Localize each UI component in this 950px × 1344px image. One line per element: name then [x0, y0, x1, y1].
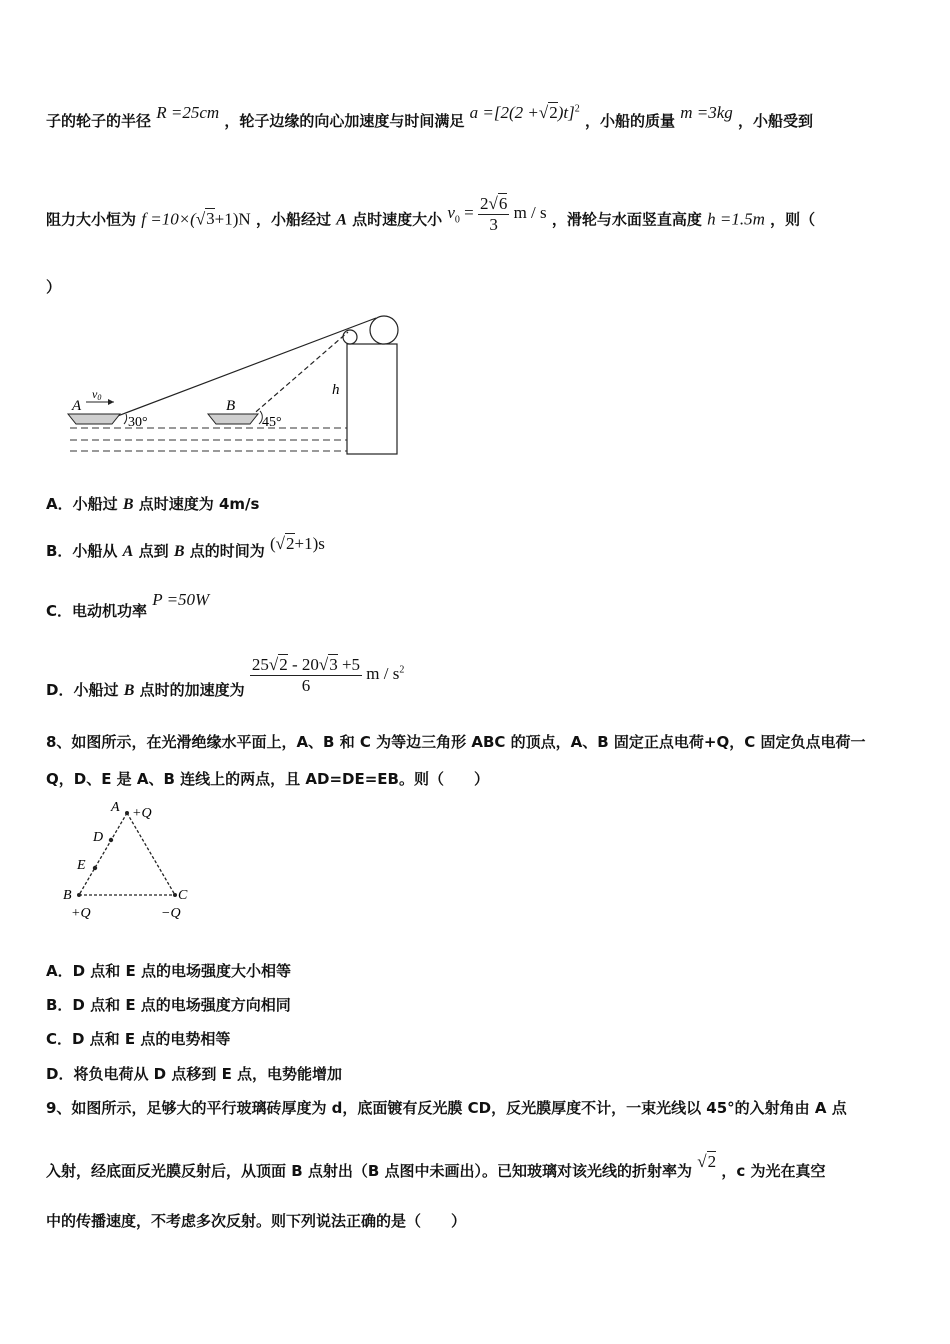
q9-line2: 入射，经底面反光膜反射后，从顶面 B 点射出（B 点图中未画出）。已知玻璃对该光线的折射率为 √2 ，c 为光在真空 — [46, 1152, 826, 1180]
q7-option-a: A．小船过 B 点时速度为 4m/s — [46, 495, 260, 513]
boat-a — [68, 414, 120, 424]
point-d — [109, 838, 113, 842]
angle-label-30: 30° — [128, 415, 148, 430]
resistance-expression: f =10×(√3+1)N — [141, 209, 251, 229]
q7-option-b: B．小船从 A 点到 B 点的时间为 (√2+1)s — [46, 534, 325, 560]
triangle-figure — [55, 795, 205, 925]
charge-b: +Q — [71, 906, 91, 921]
boat-pulley-figure — [60, 310, 410, 460]
tower — [347, 344, 397, 454]
rope-dashed — [250, 332, 348, 417]
q8-option-c: C．D 点和 E 点的电势相等 — [46, 1030, 231, 1048]
small-pulley — [343, 330, 357, 344]
q7-option-d: D．小船过 B 点时的加速度为 $\frac{25√2 - 20√3 +5}{6}$ m / $s^2$ — [46, 655, 405, 700]
point-c — [173, 893, 177, 897]
q7-text: ，小船经过 — [255, 210, 331, 229]
q7-line3: ） — [46, 278, 62, 296]
q7-text: 子的轮子的半径 — [46, 112, 152, 130]
q7-text: ，轮子边缘的向心加速度与时间满足 — [224, 112, 465, 130]
large-pulley — [370, 316, 398, 344]
point-b — [77, 893, 81, 897]
q7-text: ，小船受到 — [738, 112, 814, 130]
label-d: D — [93, 830, 104, 845]
angle-label-45: 45° — [262, 415, 282, 430]
v0-expression: $v_0$ = $\frac{2√6}{3}$ m / s — [447, 194, 547, 234]
point-label: A — [336, 211, 347, 229]
q8-option-b: B．D 点和 E 点的电场强度方向相同 — [46, 996, 291, 1014]
refractive-index-expression: √2 — [697, 1152, 717, 1171]
point-e — [93, 866, 97, 870]
q7-text: 点时速度大小 — [352, 210, 443, 229]
figure-label-v0: v0 — [92, 387, 102, 402]
point-a — [125, 811, 129, 815]
q7-text: 阻力大小恒为 — [46, 210, 137, 229]
boat-b — [208, 414, 258, 424]
label-b: B — [63, 888, 72, 903]
q7-text: ，滑轮与水面竖直高度 — [551, 210, 702, 229]
velocity-arrowhead — [108, 399, 114, 405]
radius-expression: R =25cm — [156, 103, 220, 122]
label-c: C — [178, 888, 188, 903]
rope-solid — [115, 318, 376, 417]
q7-line2 — [46, 194, 816, 241]
q7-text: ，则（ — [770, 210, 816, 229]
height-expression: h =1.5m — [707, 209, 765, 229]
q7-text: ，小船的质量 — [584, 112, 675, 130]
figure-label-h: h — [332, 382, 340, 398]
mass-expression: m =3kg — [680, 103, 733, 122]
side-ac — [127, 813, 175, 895]
figure-label-a: A — [72, 398, 82, 414]
power-expression: P =50W — [152, 590, 210, 609]
q8-option-a: A．D 点和 E 点的电场强度大小相等 — [46, 962, 291, 980]
side-ab — [79, 813, 127, 895]
label-e: E — [77, 858, 86, 873]
q7-line1 — [46, 103, 814, 131]
acceleration-expression: $a =[2(2 +√2)t]^2$ — [469, 103, 580, 122]
q9-line1: 9、如图所示，足够大的平行玻璃砖厚度为 d，底面镀有反光膜 CD，反光膜厚度不计，一束光线以 45°的入射角由 A 点 — [46, 1099, 847, 1117]
angle-arc-a — [124, 414, 127, 424]
charge-a: +Q — [132, 806, 152, 821]
label-a: A — [111, 800, 120, 815]
time-expression: (√2+1)s — [269, 534, 325, 553]
q8-line2: Q，D、E 是 A、B 连线上的两点，且 AD=DE=EB。则（ ） — [46, 770, 489, 788]
q9-line3: 中的传播速度，不考虑多次反射。则下列说法正确的是（ ） — [46, 1212, 467, 1230]
acceleration-b-expression: $\frac{25√2 - 20√3 +5}{6}$ m / $s^2$ — [251, 655, 405, 695]
q8-line1: 8、如图所示，在光滑绝缘水平面上，A、B 和 C 为等边三角形 ABC 的顶点，A、B 固定正点电荷+Q，C 固定负点电荷一 — [46, 733, 866, 751]
q8-option-d: D．将负电荷从 D 点移到 E 点，电势能增加 — [46, 1065, 343, 1083]
figure-label-b: B — [226, 398, 236, 414]
q7-option-c: C．电动机功率 P =50W — [46, 590, 210, 620]
charge-c: −Q — [161, 906, 181, 921]
